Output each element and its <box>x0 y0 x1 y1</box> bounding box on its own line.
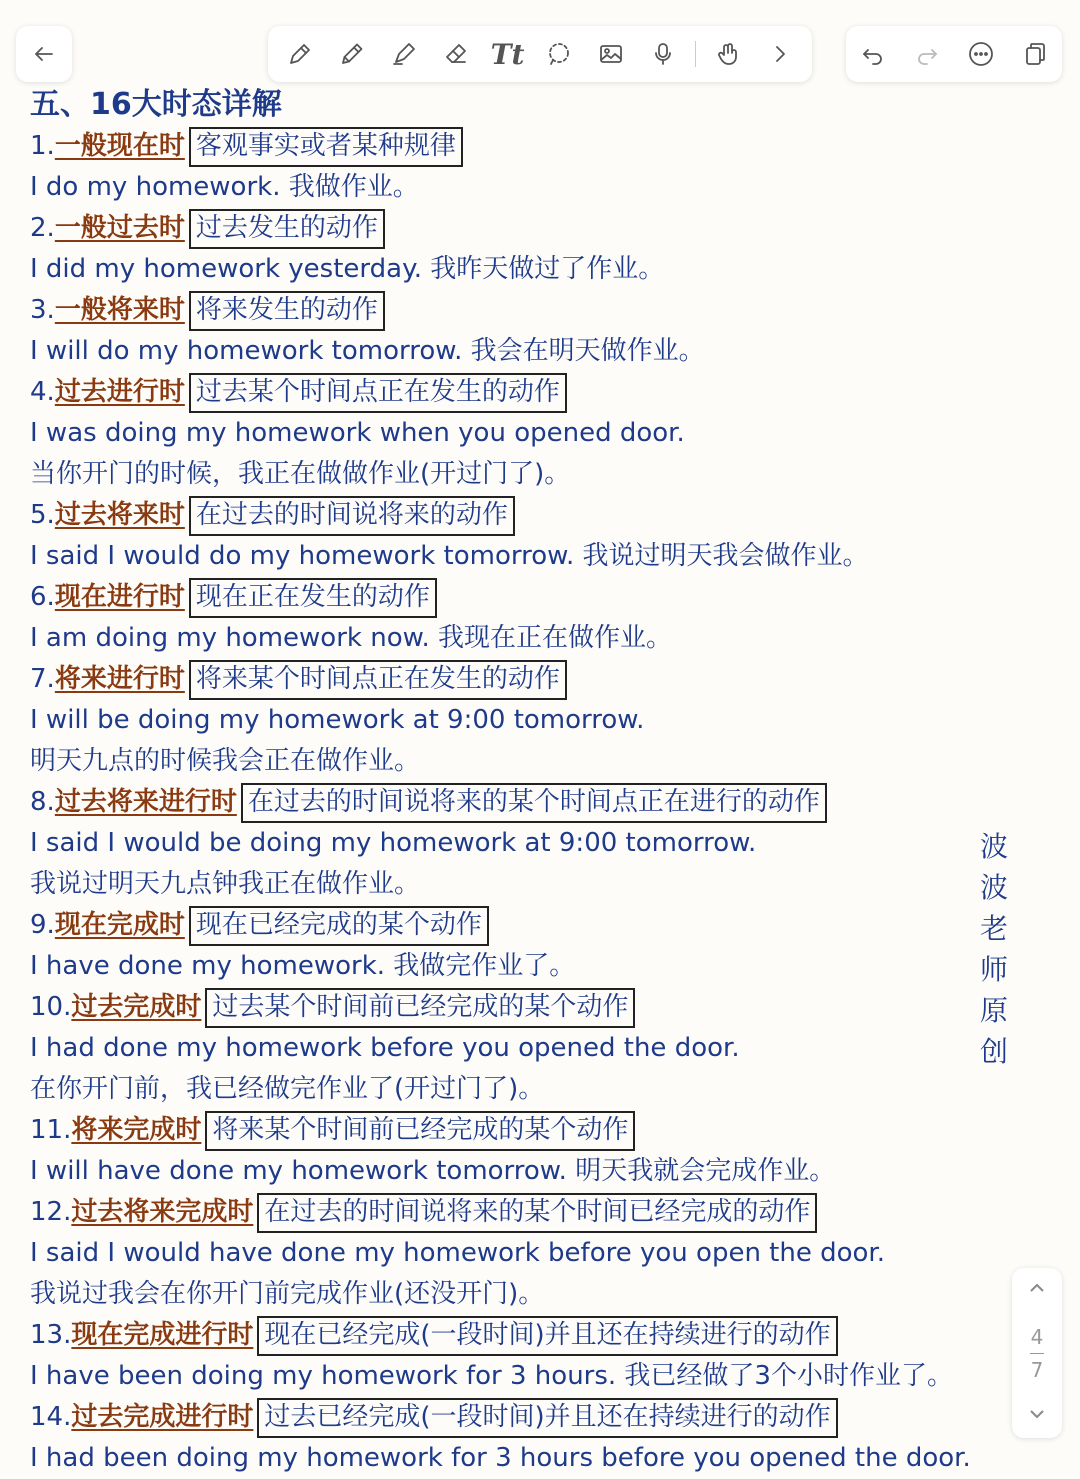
chevron-down-icon <box>1027 1404 1047 1424</box>
tense-number: 13. <box>30 1320 72 1350</box>
signature-char: 老 <box>979 912 1008 945</box>
hand-touch-icon[interactable] <box>708 34 748 74</box>
example-sentence: I did my homework yesterday. 我昨天做过了作业。 <box>30 254 665 284</box>
tense-name: 过去完成进行时 <box>71 1402 254 1432</box>
tense-definition-box: 现在已经完成(一段时间)并且还在持续进行的动作 <box>257 1316 837 1356</box>
tense-number: 2. <box>30 213 55 243</box>
current-page: 4 <box>1030 1324 1044 1349</box>
tense-name: 过去将来进行时 <box>54 787 237 817</box>
tense-definition-box: 过去某个时间前已经完成的某个动作 <box>205 988 635 1028</box>
example-sentence: I have been doing my homework for 3 hours. 我已经做了3个小时作业了。 <box>30 1361 953 1391</box>
tense-number: 9. <box>30 910 55 940</box>
tense-title-row <box>30 126 1020 167</box>
example-sentence: I will do my homework tomorrow. 我会在明天做作业。 <box>30 336 705 366</box>
tense-name: 将来进行时 <box>54 664 185 694</box>
example-sentence: I have done my homework. 我做完作业了。 <box>30 951 576 981</box>
tense-name: 现在进行时 <box>54 582 185 612</box>
image-icon[interactable] <box>591 34 631 74</box>
lasso-icon[interactable] <box>539 34 579 74</box>
text-tool-label: Tt <box>490 37 525 71</box>
tense-name: 一般将来时 <box>54 295 185 325</box>
tense-definition-box: 在过去的时间说将来的动作 <box>189 496 515 536</box>
back-button-group <box>16 26 72 82</box>
tense-definition-box: 将来某个时间点正在发生的动作 <box>189 660 567 700</box>
tense-number: 11. <box>30 1115 72 1145</box>
example-sentence: I said I would do my homework tomorrow. 我说过明天我会做作业。 <box>30 541 869 571</box>
actions-toolbar <box>846 26 1062 82</box>
page-divider <box>1030 1353 1044 1354</box>
more-icon[interactable] <box>961 34 1001 74</box>
toolbar-divider <box>695 41 696 67</box>
tense-title-row <box>30 905 1020 946</box>
note-content <box>30 84 1020 1479</box>
tense-name: 一般过去时 <box>54 213 185 243</box>
signature-char: 波 <box>979 830 1008 863</box>
tense-title-row <box>30 1110 1020 1151</box>
example-sentence: I will have done my homework tomorrow. 明天我就会完成作业。 <box>30 1156 836 1186</box>
tense-title-row <box>30 659 1020 700</box>
tense-definition-box: 过去发生的动作 <box>189 209 385 249</box>
tense-title-row <box>30 782 1020 823</box>
page-up-button[interactable] <box>1027 1278 1047 1302</box>
page-indicator <box>1012 1268 1062 1438</box>
example-sentence: I do my homework. 我做作业。 <box>30 172 419 202</box>
tense-number: 12. <box>30 1197 72 1227</box>
example-sentence: 我说过我会在你开门前完成作业(还没开门)。 <box>30 1279 545 1309</box>
example-sentence: I had been doing my homework for 3 hours before you opened the door. <box>30 1443 971 1473</box>
pen-icon[interactable] <box>280 34 320 74</box>
tense-title-row <box>30 987 1020 1028</box>
tense-title-row <box>30 1192 1020 1233</box>
tense-definition-box: 现在正在发生的动作 <box>189 578 437 618</box>
tense-definition-box: 将来发生的动作 <box>189 291 385 331</box>
tense-number: 8. <box>30 787 55 817</box>
back-arrow-icon[interactable] <box>24 34 64 74</box>
tense-name: 现在完成时 <box>54 910 185 940</box>
highlighter-icon[interactable] <box>384 34 424 74</box>
example-sentence: I was doing my homework when you opened door. <box>30 418 685 448</box>
tense-number: 10. <box>30 992 72 1022</box>
text-tool-icon[interactable] <box>488 34 528 74</box>
total-pages: 7 <box>1030 1357 1044 1382</box>
signature-char: 创 <box>979 1035 1008 1068</box>
tense-number: 5. <box>30 500 55 530</box>
redo-icon[interactable] <box>907 34 947 74</box>
tense-title-row <box>30 1397 1020 1438</box>
tense-number: 4. <box>30 377 55 407</box>
tense-definition-box: 在过去的时间说将来的某个时间点正在进行的动作 <box>241 783 827 823</box>
tense-title-row <box>30 1315 1020 1356</box>
tense-name: 过去将来完成时 <box>71 1197 254 1227</box>
chevron-right-icon[interactable] <box>760 34 800 74</box>
tense-title-row <box>30 372 1020 413</box>
example-sentence: I said I would have done my homework before you open the door. <box>30 1238 886 1268</box>
microphone-icon[interactable] <box>643 34 683 74</box>
tense-name: 过去进行时 <box>54 377 185 407</box>
tense-definition-box: 过去某个时间点正在发生的动作 <box>189 373 567 413</box>
tense-name: 过去将来时 <box>54 500 185 530</box>
tense-name: 将来完成时 <box>71 1115 202 1145</box>
tense-definition-box: 过去已经完成(一段时间)并且还在持续进行的动作 <box>257 1398 837 1438</box>
undo-icon[interactable] <box>853 34 893 74</box>
tense-definition-box: 将来某个时间前已经完成的某个动作 <box>205 1111 635 1151</box>
page-down-button[interactable] <box>1027 1404 1047 1428</box>
signature-char: 波 <box>979 871 1008 904</box>
example-sentence: 在你开门前，我已经做完作业了(开过门了)。 <box>30 1074 545 1104</box>
tense-number: 6. <box>30 582 55 612</box>
tools-toolbar <box>268 26 812 82</box>
eraser-icon[interactable] <box>436 34 476 74</box>
section-heading: 五、16大时态详解 <box>30 87 282 122</box>
tense-number: 14. <box>30 1402 72 1432</box>
tense-number: 7. <box>30 664 55 694</box>
example-sentence: 我说过明天九点钟我正在做作业。 <box>30 869 421 899</box>
pencil-icon[interactable] <box>332 34 372 74</box>
pages-icon[interactable] <box>1015 34 1055 74</box>
tense-number: 3. <box>30 295 55 325</box>
signature-char: 原 <box>979 994 1008 1027</box>
tense-definition-box: 在过去的时间说将来的某个时间已经完成的动作 <box>257 1193 817 1233</box>
tense-name: 过去完成时 <box>71 992 202 1022</box>
author-signature <box>976 826 1012 1072</box>
tense-title-row <box>30 290 1020 331</box>
tense-title-row <box>30 577 1020 618</box>
example-sentence: 当你开门的时候，我正在做做作业(开过门了)。 <box>30 459 571 489</box>
example-sentence: I had done my homework before you opened the door. <box>30 1033 740 1063</box>
example-sentence: I said I would be doing my homework at 9:00 tomorrow. <box>30 828 757 858</box>
tense-number: 1. <box>30 131 55 161</box>
example-sentence: I am doing my homework now. 我现在正在做作业。 <box>30 623 673 653</box>
example-sentence: 明天九点的时候我会正在做作业。 <box>30 746 421 776</box>
example-sentence: I will be doing my homework at 9:00 tomorrow. <box>30 705 645 735</box>
signature-char: 师 <box>979 953 1008 986</box>
tense-definition-box: 现在已经完成的某个动作 <box>189 906 489 946</box>
tense-name: 现在完成进行时 <box>71 1320 254 1350</box>
chevron-up-icon <box>1027 1278 1047 1298</box>
tense-definition-box: 客观事实或者某种规律 <box>189 127 463 167</box>
tense-list <box>30 126 1020 1479</box>
tense-title-row <box>30 495 1020 536</box>
tense-title-row <box>30 208 1020 249</box>
tense-name: 一般现在时 <box>54 131 185 161</box>
